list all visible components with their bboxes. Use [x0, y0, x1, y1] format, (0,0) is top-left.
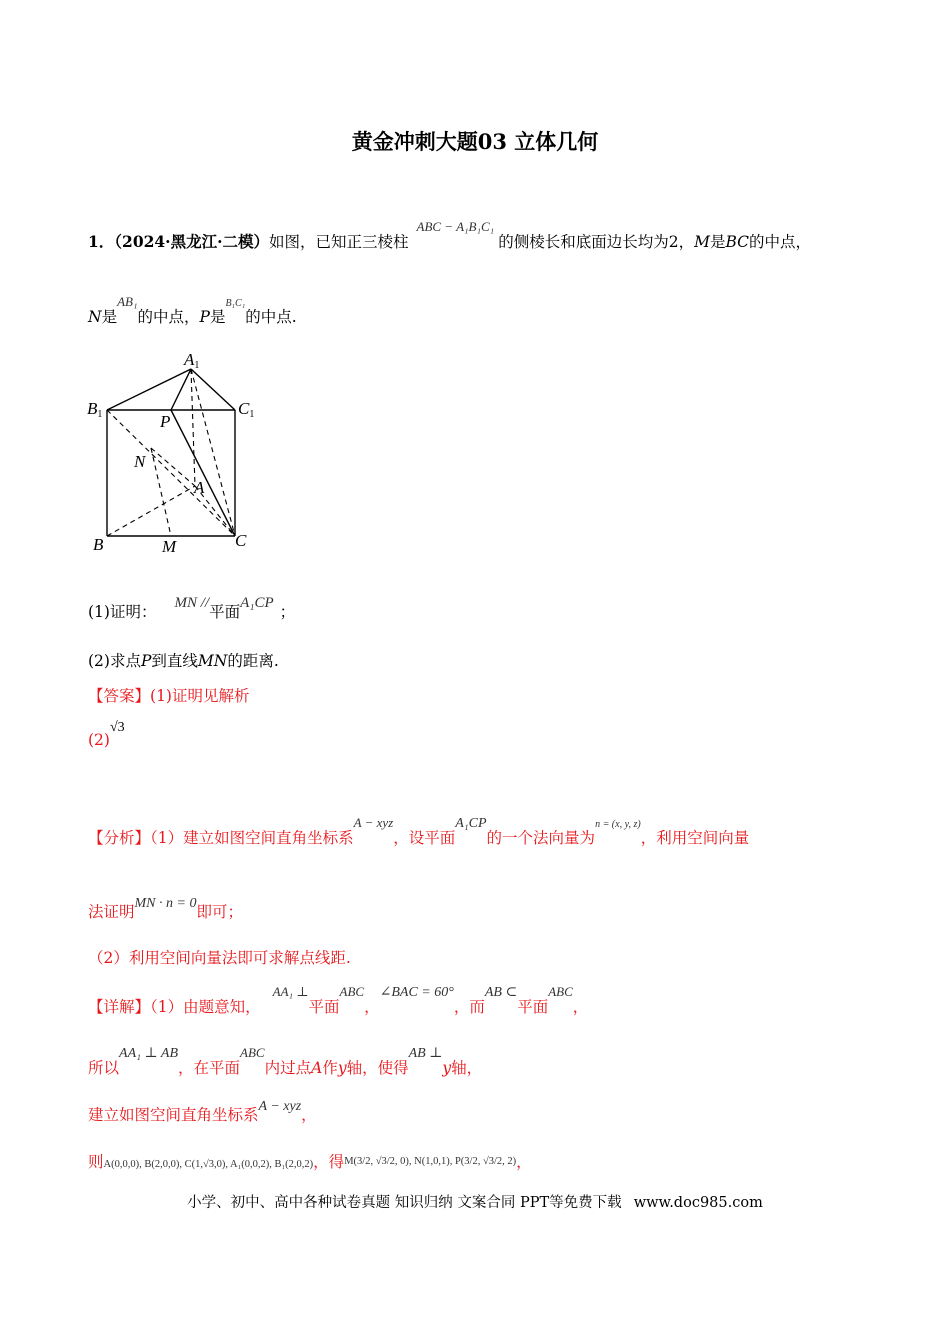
- label-M: M: [162, 537, 177, 556]
- footer-url[interactable]: www.doc985.com: [633, 1195, 763, 1211]
- detail-text: ，: [301, 1106, 317, 1124]
- prism-solid-edges: [107, 369, 235, 536]
- question-text: 的中点，: [137, 308, 200, 326]
- detail-text: 建立如图空间直角坐标系: [88, 1106, 259, 1124]
- analysis-line-2: [88, 896, 243, 922]
- part-2-text: 到直线: [151, 652, 198, 670]
- answer-part-2-label: (2): [88, 731, 110, 749]
- question-text: 是: [709, 233, 726, 251]
- formula-dot-product: MN · n = 0: [134, 896, 197, 911]
- formula-B1C1: B₁C₁: [225, 298, 246, 309]
- page-title: 黄金冲刺大题03 立体几何: [351, 129, 599, 154]
- footer-text: 小学、初中、高中各种试卷真题 知识归纳 文案合同 PPT等免费下载: [187, 1195, 622, 1211]
- analysis-line-1: [88, 815, 750, 848]
- label-B1: B1: [87, 399, 103, 420]
- formula-MN-parallel: MN //: [174, 595, 210, 611]
- plane-word: 平面: [308, 998, 340, 1016]
- detail-line-1: [88, 984, 589, 1017]
- analysis-text: ，利用空间向量: [640, 829, 750, 847]
- formula-coordinates: A(0,0,0), B(2,0,0), C(1,√3,0), A₁(0,0,2), B₁(2,0,2): [103, 1159, 314, 1170]
- part-2: [88, 649, 279, 671]
- analysis-line-3: （2）利用空间向量法即可求解点线距.: [88, 949, 351, 967]
- analysis-label: 【分析】: [88, 829, 151, 847]
- plane-word: 平面: [209, 603, 241, 621]
- analysis-text: 法证明: [88, 903, 135, 921]
- detail-text: ，: [364, 998, 380, 1016]
- formula-AA1-perp-AB: AA₁ ⊥ AB: [119, 1046, 179, 1061]
- page-footer: [0, 1191, 950, 1212]
- formula-A-xyz: A − xyz: [353, 815, 394, 830]
- part-2-label: (2)求点: [88, 652, 141, 670]
- detail-label: 【详解】: [88, 998, 151, 1016]
- detail-text: 作: [322, 1059, 338, 1077]
- var-MN: MN: [197, 652, 228, 670]
- formula-ABC: ABC: [240, 1045, 265, 1060]
- analysis-text: 即可；: [196, 903, 243, 921]
- label-P: P: [160, 412, 171, 431]
- label-C: C: [235, 531, 247, 550]
- part-1-suffix: ；: [279, 603, 296, 621]
- detail-text: （1）由题意知，: [150, 998, 261, 1016]
- part-2-text: 的距离.: [227, 652, 279, 670]
- var-N: N: [88, 308, 102, 326]
- question-text: 如图，已知正三棱柱: [268, 233, 409, 251]
- formula-normal-vector: n = (x, y, z): [595, 819, 641, 830]
- formula-angle-BAC: ∠BAC = 60°: [379, 985, 454, 1000]
- formula-A1CP: A₁CP: [455, 816, 487, 831]
- var-A: A: [311, 1059, 323, 1077]
- question-line-2: [88, 294, 297, 327]
- detail-text: ，: [572, 998, 589, 1016]
- formula-AB-subset: AB ⊂: [484, 985, 518, 1000]
- detail-line-2: [88, 1045, 483, 1078]
- question-text: 是: [209, 308, 226, 326]
- var-P: P: [199, 308, 210, 326]
- part-1-label: (1)证明：: [88, 603, 157, 621]
- question-text: 的中点.: [245, 308, 297, 326]
- detail-text: 则: [88, 1153, 104, 1171]
- answer-part-1: (1)证明见解析: [150, 687, 250, 705]
- formula-AB-perp: AB ⊥: [408, 1046, 443, 1061]
- var-M: M: [694, 233, 710, 251]
- formula-AB1: AB₁: [117, 294, 138, 309]
- label-A1: A1: [184, 350, 200, 371]
- analysis-text: （1）建立如图空间直角坐标系: [150, 829, 354, 847]
- detail-text: ，而: [453, 998, 485, 1016]
- label-A: A: [194, 478, 205, 497]
- formula-ABC: ABC: [548, 984, 573, 999]
- var-y: y: [337, 1059, 347, 1077]
- analysis-text: ，设平面: [393, 829, 456, 847]
- detail-text: ，在平面: [178, 1059, 241, 1077]
- question-text: 的侧棱长和底面边长均为2，: [498, 233, 695, 251]
- question-text: 的中点，: [749, 233, 812, 251]
- detail-text: 所以: [88, 1059, 120, 1077]
- plane-word: 平面: [517, 998, 549, 1016]
- label-B: B: [93, 535, 104, 554]
- answer-label: 【答案】: [88, 687, 151, 705]
- prism-figure: [85, 348, 260, 558]
- var-P: P: [140, 652, 152, 670]
- var-y: y: [442, 1059, 452, 1077]
- formula-A-xyz: A − xyz: [258, 1099, 302, 1114]
- detail-text: 轴，: [451, 1059, 483, 1077]
- detail-text: ，: [516, 1153, 532, 1171]
- formula-prism: ABC − A₁B₁C₁: [416, 219, 495, 234]
- question-line-1: [88, 219, 812, 252]
- answer-line-1: [88, 684, 249, 706]
- formula-AA1-perp: AA₁ ⊥: [272, 984, 309, 999]
- part-1: [88, 595, 296, 622]
- detail-text: 内过点: [264, 1059, 312, 1077]
- analysis-text: 的一个法向量为: [486, 829, 596, 847]
- label-C1: C1: [238, 399, 255, 420]
- label-N: N: [134, 452, 146, 471]
- prism-dashed-edges: [107, 369, 235, 536]
- detail-text: 轴，使得: [346, 1059, 409, 1077]
- answer-line-2: [88, 720, 125, 750]
- formula-A1CP: A₁CP: [240, 595, 274, 611]
- formula-ABC: ABC: [339, 984, 365, 999]
- question-number: 1．: [88, 232, 115, 251]
- var-BC: BC: [725, 233, 750, 251]
- question-text: 是: [101, 308, 118, 326]
- answer-sqrt3: √3: [109, 720, 125, 735]
- question-source: （2024·黑龙江·二模）: [114, 232, 269, 251]
- detail-line-4: [88, 1150, 532, 1172]
- detail-text: ，得: [313, 1153, 345, 1171]
- formula-midpoints: M(3/2, √3/2, 0), N(1,0,1), P(3/2, √3/2, 2): [344, 1156, 517, 1167]
- detail-line-3: [88, 1099, 317, 1125]
